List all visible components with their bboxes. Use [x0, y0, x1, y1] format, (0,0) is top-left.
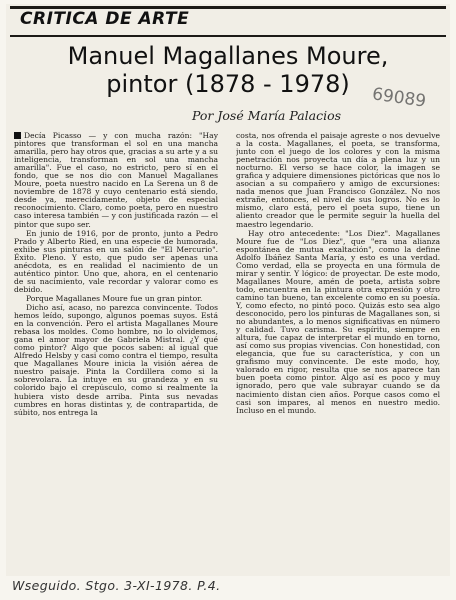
archive-number: 69089	[370, 84, 428, 112]
paragraph: costa, nos ofrenda el paisaje agreste o nos devuelve a la costa. Magallanes, el poeta, se transforma, junto con el juego de los colores y con la misma penetración nos proyecta un día a plena luz y un nocturno. El verso se hace color, la imagen se grafica y adquiere dimensiones pictóricas que nos lo asocian a su compañero y amigo de excursiones: nada menos que Juan Francisco González. No nos extrañe, entonces, el nivel de sus logros. No es lo mismo, claro está, pero el poeta supo, tiene un aliento creador que le permite seguir la huella del maestro legendario.	[236, 132, 440, 229]
paragraph-text: Decía Picasso — y con mucha razón: "Hay pintores que transforman el sol en una mancha amarilla, pero hay otros que, gracias a su arte y a su inteligencia, transforman en sol una mancha amarilla". Fue el caso, no estricto, pero sí en el fondo, que se nos dio con Manuel Magallanes Moure, poeta nuestro nacido en La Serena un 8 de noviembre de 1878 y cuyo centenario está siendo, desde ya, merecidamente, objeto de especial reconocimiento. Claro, como poeta, pero en nuestro caso interesa también — y con justificada razón — el pintor que supo ser.	[14, 132, 218, 229]
paragraph: En junio de 1916, por de pronto, junto a Pedro Prado y Alberto Ried, en una especie de humorada, exhibe sus pinturas en un salón de "El Mercurio". Éxito. Pleno. Y esto, que pudo ser apenas una anécdota, es en realidad el nacimiento de un auténtico pintor. Uno que, ahora, en el centenario de su nacimiento, vale recordar y valorar como es debido.	[14, 228, 218, 294]
article-title-line-2: pintor (1878 - 1978)	[106, 70, 350, 98]
section-banner	[10, 6, 446, 37]
article-column-right	[236, 132, 440, 572]
newspaper-clipping	[6, 4, 450, 576]
handwritten-note: Wseguido. Stgo. 3-XI-1978. P.4.	[12, 578, 221, 593]
paragraph	[14, 132, 218, 229]
paragraph: Porque Magallanes Moure fue un gran pintor.	[26, 293, 203, 303]
section-label: CRITICA DE ARTE	[20, 9, 190, 29]
article-column-left	[14, 132, 218, 572]
byline: Por José María Palacios	[192, 108, 342, 123]
bullet-icon	[14, 132, 21, 139]
article-title-line-1: Manuel Magallanes Moure,	[67, 42, 389, 70]
paragraph: Dicho así, acaso, no parezca convincente. Todos hemos leído, supongo, algunos poemas suyos. Está en la convención. Pero el artista Magallanes Moure rebasa los moldes. Como hombre, no lo olvidemos, gana el amor mayor de Gabriela Mistral. ¿Y qué como pintor? Algo que pocos saben: al igual que Alfredo Helsby y casi como contra el tiempo, resulta que Magallanes Moure inicia la visión aérea de nuestro paisaje. Pinta la Cordillera como si la sobrevolara. La intuye en su grandeza y en su colorido bajo el crepúsculo, como si realmente la hubiera visto desde arriba. Pinta sus nevadas cumbres en horas distintas y, de contrapartida, de súbito, nos entrega la	[14, 302, 218, 417]
paragraph: Hay otro antecedente: "Los Diez". Magallanes Moure fue de "Los Diez", que "era una alianza espontánea de mutua exaltación", como la define Adolfo Ibáñez Santa María, y esto es una verdad. Como verdad, ella se proyecta en una fórmula de mirar y sentir. Y lógico: de proyectar. De este modo, Magallanes Moure, amén de poeta, artista sobre todo, encuentra en la pintura otra expresión y otro camino tan bueno, tan excelente como en su poesía. Y, como efecto, no pintó poco. Quizás esto sea algo desconocido, pero los pinturas de Magallanes son, si no abundantes, a lo menos significativas en número y calidad. Tuvo carisma. Su espíritu, siempre en altura, fue capaz de interpretar el mundo en torno, así como sus propias vivencias. Con honestidad, con elegancia, que fue su característica, y con un grafismo muy convincente. De este modo, hoy, valorado en rigor, resulta que se nos aparece tan buen poeta como pintor. Algo así es poco y muy ignorado, pero que vale subrayar cuando se da nacimiento distan cien años. Porque casos como el casi son impares, al menos en nuestro medio. Incluso en el mundo.	[236, 228, 440, 415]
